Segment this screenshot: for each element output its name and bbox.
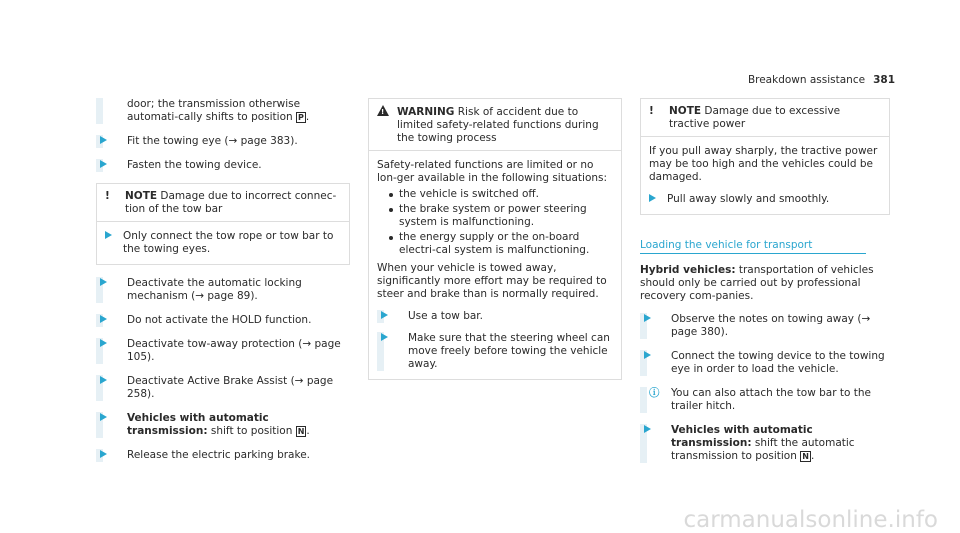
step-text: Release the electric parking brake. [127,449,310,461]
continued-step: door; the transmission otherwise automati-cally shifts to position P . [96,98,350,124]
step-arrow-icon [644,351,651,359]
step-text: Deactivate tow-away protection (→ page 105). [127,338,341,363]
step-text: Only connect the tow rope or tow bar to the towing eyes. [123,230,334,255]
note-text: Damage due to incorrect connec-tion of the tow bar [125,190,337,215]
step-text: Observe the notes on towing away (→ page 380). [671,313,871,338]
step-use-tow-bar [377,310,613,323]
info-trailer-hitch [640,387,890,413]
note-label: NOTE [669,105,702,117]
step-fasten-device [96,159,350,172]
page-number: 381 [873,74,895,86]
step-text: shift to position [210,425,293,437]
page-header [748,74,895,87]
step-text: Fit the towing eye (→ page 383). [127,135,298,147]
warning-intro: Safety-related functions are limited or no lon-ger available in the following situations: [377,159,608,184]
step-connect-device [640,350,890,376]
step-automatic-transmission: Vehicles with automatic transmission: shift to position N . [96,412,350,438]
bullet-item: the brake system or power steering system is malfunctioning. [389,203,613,229]
step-bold: Vehicles with automatic transmission: [127,412,269,437]
step-steering-wheel [377,332,613,371]
warning-title: Risk of accident due to limited safety-related functions during the towing process [397,106,599,144]
hybrid-paragraph [640,264,890,303]
header-section: Breakdown assistance [747,74,866,86]
step-observe-notes [640,313,890,339]
hybrid-text: transportation of vehicles should only be carried out by professional recovery com-panies. [640,264,874,302]
step-text: shift the automatic transmission to position [671,437,855,462]
note-step [649,193,881,206]
section-heading: Loading the vehicle for transport [640,239,866,254]
step-tow-away-protection [96,338,350,364]
continued-text: door; the transmission otherwise automati-cally shifts to position [127,98,301,123]
column-2 [368,98,622,392]
step-arrow-icon [100,136,107,144]
step-deactivate-locking [96,277,350,303]
step-hold [96,314,350,327]
step-arrow-icon [644,425,651,433]
step-arrow-icon [381,333,388,341]
note-box [96,183,350,265]
step-text: Use a tow bar. [408,310,483,322]
column-1 [96,98,350,473]
step-arrow-icon [105,231,112,239]
note-title: Damage due to excessive tractive power [669,105,841,130]
warning-box [368,98,622,380]
step-arrow-icon [100,376,107,384]
gear-p-icon: P [298,113,304,122]
step-shift-neutral: Vehicles with automatic transmission: shift the automatic transmission to position N . [640,424,890,463]
step-text: Connect the towing device to the towing eye in order to load the vehicle. [671,350,885,375]
step-text: Deactivate the automatic locking mechanism (→ page 89). [127,277,302,302]
step-text: Fasten the towing device. [127,159,262,171]
step-text: Deactivate Active Brake Assist (→ page 258). [127,375,334,400]
step-bold: Vehicles with automatic transmission: [671,424,813,449]
step-active-brake-assist [96,375,350,401]
step-parking-brake [96,449,350,462]
warning-bullets [377,188,613,257]
step-arrow-icon [100,450,107,458]
step-arrow-icon [649,194,656,202]
note-step [105,230,341,256]
step-arrow-icon [381,311,388,319]
exclamation-icon: ! [649,105,654,117]
warning-triangle-icon: ! [377,105,389,120]
bullet-item: the energy supply or the on-board electri-cal system is malfunctioning. [389,231,613,257]
gear-n-icon: N [802,452,809,461]
bullet-item: the vehicle is switched off. [389,188,613,201]
step-text: Pull away slowly and smoothly. [667,193,830,205]
step-arrow-icon [100,278,107,286]
info-icon: ⓘ [649,387,660,399]
note-label: NOTE [125,190,158,202]
step-arrow-icon [100,315,107,323]
note-box [640,98,890,215]
step-arrow-icon [100,160,107,168]
step-fit-towing-eye [96,135,350,148]
warning-paragraph: When your vehicle is towed away, significantly more effort may be required to steer and brake than is normally required. [377,262,607,300]
step-arrow-icon [644,314,651,322]
exclamation-icon: ! [105,190,110,202]
info-text: You can also attach the tow bar to the trailer hitch. [671,387,871,412]
note-body: If you pull away sharply, the tractive power may be too high and the vehicles could be damaged. [649,145,878,183]
gear-n-icon: N [297,427,305,436]
step-text: Make sure that the steering wheel can move freely before towing the vehicle away. [408,332,610,370]
step-arrow-icon [100,339,107,347]
hybrid-label: Hybrid vehicles: [640,264,736,276]
column-3 [640,98,890,474]
watermark: carmanualsonline.info [683,507,938,533]
warning-label: WARNING [397,106,455,118]
step-text: Do not activate the HOLD function. [127,314,312,326]
step-arrow-icon [100,413,107,421]
